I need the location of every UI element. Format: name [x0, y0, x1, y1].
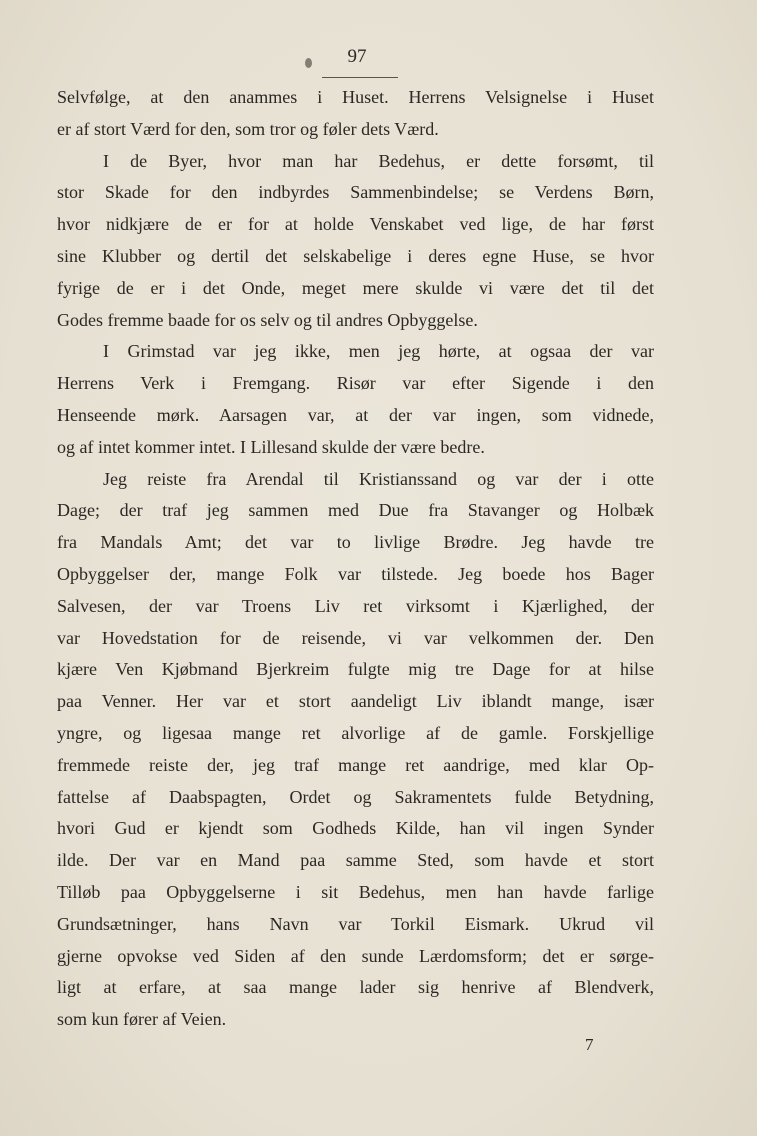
text-line-content: og af intet kommer intet. I Lillesand skulde der være bedre.: [57, 436, 485, 457]
text-line: [57, 941, 654, 973]
text-line-content: fremmede reiste der, jeg traf mange ret aandrige, med klar Op-: [57, 754, 654, 775]
text-line: [57, 114, 654, 146]
text-line: [57, 591, 654, 623]
text-line-content: Henseende mørk. Aarsagen var, at der var ingen, som vidnede,: [57, 404, 654, 425]
text-line: [57, 782, 654, 814]
text-line: [57, 495, 654, 527]
text-line: [57, 241, 654, 273]
text-line-content: I Grimstad var jeg ikke, men jeg hørte, at ogsaa der var: [103, 341, 654, 362]
text-line-content: paa Venner. Her var et stort aandeligt Liv iblandt mange, især: [57, 691, 654, 712]
text-line: [57, 273, 654, 305]
text-line-content: sine Klubber og dertil det selskabelige i deres egne Huse, se hvor: [57, 245, 654, 266]
text-line-content: Tilløb paa Opbyggelserne i sit Bedehus, men han havde farlige: [57, 881, 654, 902]
text-line-content: Godes fremme baade for os selv og til andres Opbyggelse.: [57, 309, 478, 330]
text-line: [57, 718, 654, 750]
text-line: [57, 972, 654, 1004]
text-line: [57, 209, 654, 241]
text-line-content: Salvesen, der var Troens Liv ret virksomt i Kjærlighed, der: [57, 595, 654, 616]
signature-mark: 7: [585, 1035, 594, 1054]
text-line-content: Opbyggelser der, mange Folk var tilstede. Jeg boede hos Bager: [57, 563, 654, 584]
text-line-content: Jeg reiste fra Arendal til Kristianssand og var der i otte: [103, 468, 654, 489]
text-line: [57, 686, 654, 718]
text-line-content: var Hovedstation for de reisende, vi var velkommen der. Den: [57, 627, 654, 648]
text-line: [57, 877, 654, 909]
text-line-content: Selvfølge, at den anammes i Huset. Herrens Velsignelse i Huset: [57, 87, 654, 107]
text-line-content: fyrige de er i det Onde, meget mere skulde vi være det til det: [57, 277, 654, 298]
text-line: [57, 464, 654, 496]
text-line-content: som kun fører af Veien.: [57, 1009, 227, 1030]
text-line: [57, 368, 654, 400]
text-line: [57, 559, 654, 591]
text-line: [57, 177, 654, 209]
text-line: [57, 750, 654, 782]
text-line: [57, 654, 654, 686]
text-line-content: gjerne opvokse ved Siden af den sunde Lærdomsform; det er sørge-: [57, 945, 654, 966]
page-number: 97: [347, 46, 367, 67]
text-line-content: Grundsætninger, hans Navn var Torkil Eismark. Ukrud vil: [57, 913, 654, 934]
body-text: [57, 82, 654, 1036]
text-line-content: fra Mandals Amt; det var to livlige Brødre. Jeg havde tre: [57, 532, 654, 553]
ink-blot: [305, 58, 312, 68]
text-line-content: ilde. Der var en Mand paa samme Sted, som havde et stort: [57, 850, 654, 871]
text-line-content: hvor nidkjære de er for at holde Venskabet ved lige, de har først: [57, 214, 654, 235]
text-line-content: kjære Ven Kjøbmand Bjerkreim fulgte mig tre Dage for at hilse: [57, 659, 654, 680]
text-line: [57, 336, 654, 368]
header-rule: [322, 77, 398, 78]
text-line-content: yngre, og ligesaa mange ret alvorlige af de gamle. Forskjellige: [57, 722, 654, 743]
text-line-content: fattelse af Daabspagten, Ordet og Sakramentets fulde Betydning,: [57, 786, 654, 807]
text-line: [57, 909, 654, 941]
text-line: [57, 845, 654, 877]
text-line: [57, 813, 654, 845]
text-line-content: Dage; der traf jeg sammen med Due fra Stavanger og Holbæk: [57, 500, 654, 521]
text-line: [57, 623, 654, 655]
text-line-content: ligt at erfare, at saa mange lader sig henrive af Blendverk,: [57, 977, 654, 998]
text-line: [57, 146, 654, 178]
text-line-content: I de Byer, hvor man har Bedehus, er dette forsømt, til: [103, 150, 654, 171]
text-line: [57, 432, 654, 464]
text-line: [57, 305, 654, 337]
text-line-content: stor Skade for den indbyrdes Sammenbindelse; se Verdens Børn,: [57, 182, 654, 203]
text-line-content: er af stort Værd for den, som tror og føler dets Værd.: [57, 118, 439, 139]
text-line: [57, 400, 654, 432]
text-line: [57, 1004, 654, 1036]
text-line-content: Herrens Verk i Fremgang. Risør var efter Sigende i den: [57, 373, 654, 394]
text-line-content: hvori Gud er kjendt som Godheds Kilde, han vil ingen Synder: [57, 818, 654, 839]
text-line: [57, 527, 654, 559]
text-line: [57, 82, 654, 114]
